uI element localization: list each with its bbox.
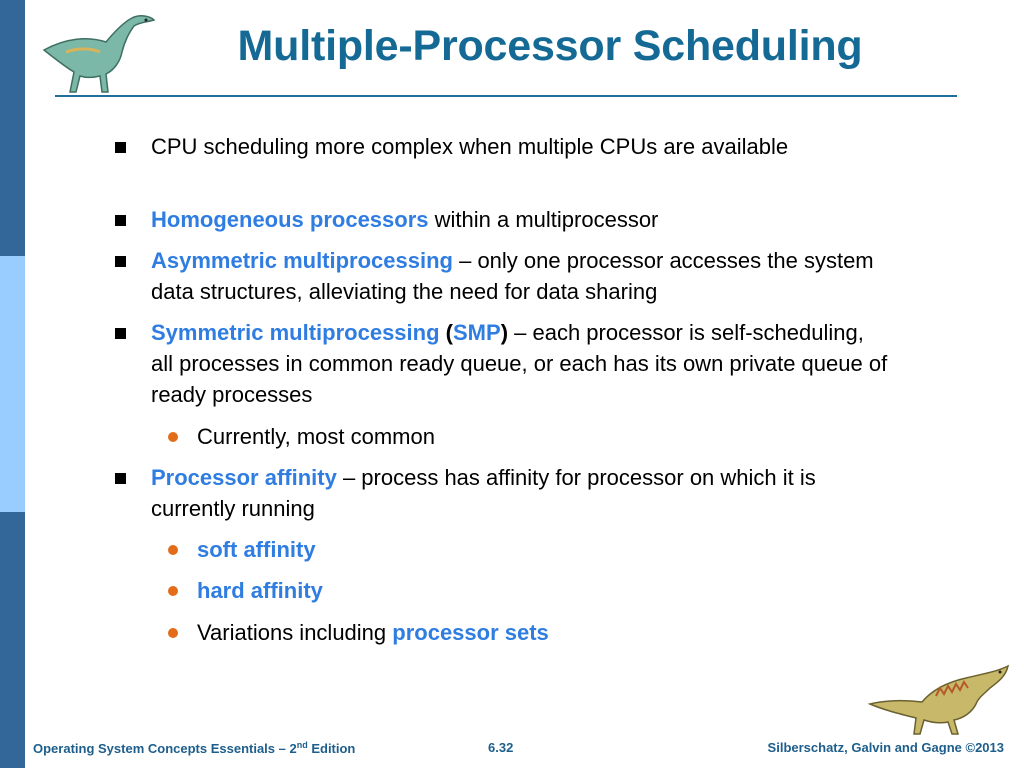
paren-close: ) [500,320,509,345]
dinosaur-logo-bottom [866,660,1016,738]
bullet-2 [151,204,891,235]
round-bullet-icon [168,432,178,442]
sub-bullet-5c [197,617,897,648]
paren-open: ( [439,320,453,345]
sub-bullet-5b [197,575,897,606]
square-bullet-icon [115,142,126,153]
square-bullet-icon [115,256,126,267]
footer-copyright: Silberschatz, Galvin and Gagne ©2013 [767,740,1004,755]
term-processor-affinity: Processor affinity [151,465,337,490]
round-bullet-icon [168,545,178,555]
round-bullet-icon [168,586,178,596]
footer-book-title-main: Operating System Concepts Essentials – 2 [33,741,297,756]
bullet-4 [151,317,891,410]
bullet-5 [151,462,891,524]
bullet-3-text: – only one processor accesses the system data structures, alleviating the need for data sharing [151,248,874,304]
sub-bullet-5a [197,534,897,565]
footer-slide-number: 6.32 [488,740,514,755]
square-bullet-icon [115,328,126,339]
footer-book-title [33,740,355,756]
term-hard-affinity: hard affinity [197,578,323,603]
term-processor-sets: processor sets [392,620,549,645]
bullet-4-text: – each processor is self-scheduling, all processes in common ready queue, or each has its own private queue of ready processes [151,320,888,407]
slide-title: Multiple-Processor Scheduling [237,22,863,70]
term-smp: SMP [453,320,501,345]
bullet-1 [151,131,891,162]
term-soft-affinity: soft affinity [197,537,316,562]
bullet-3 [151,245,891,307]
term-asymmetric-multiprocessing: Asymmetric multiprocessing [151,248,453,273]
bullet-5-text: – process has affinity for processor on which it is currently running [151,465,816,521]
footer-book-title-sup: nd [296,740,308,750]
square-bullet-icon [115,215,126,226]
term-homogeneous-processors: Homogeneous processors [151,207,429,232]
round-bullet-icon [168,628,178,638]
bullet-2-text: within a multiprocessor [428,207,659,232]
square-bullet-icon [115,473,126,484]
slide-footer [0,740,1024,768]
footer-book-title-edition: Edition [307,741,356,756]
term-symmetric-multiprocessing: Symmetric multiprocessing [151,320,440,345]
bullet-1-text: CPU scheduling more complex when multiple CPUs are available [151,134,789,159]
sub-bullet-5c-text: Variations including [197,620,393,645]
sub-bullet-4a-text: Currently, most common [197,424,435,449]
sub-bullet-4a [197,421,897,452]
